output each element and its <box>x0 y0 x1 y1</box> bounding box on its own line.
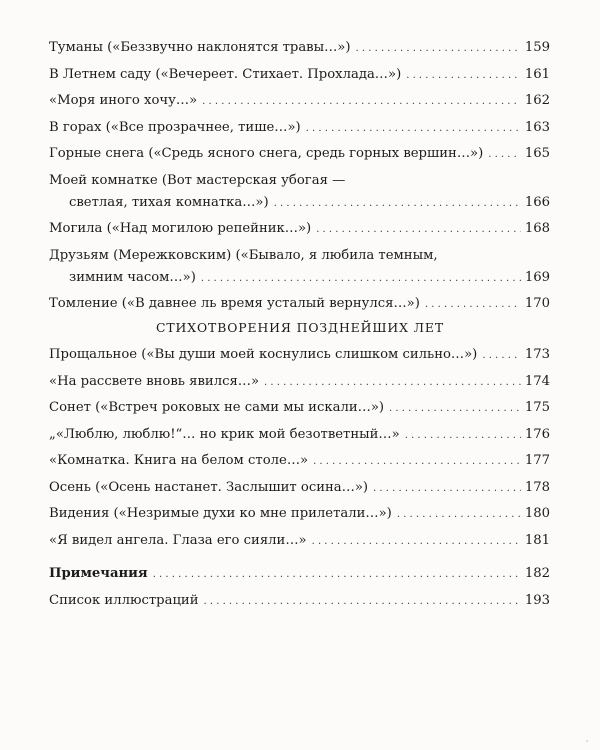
leader-dots <box>306 118 521 140</box>
toc-entry-title: Могила («Над могилою репейник…») <box>49 221 312 236</box>
toc-entry <box>49 397 550 419</box>
toc-entry-title: Примечания <box>49 566 148 581</box>
leader-dots <box>389 398 521 420</box>
leader-dots <box>153 564 521 586</box>
toc-entry-title: В горах («Все прозрачнее, тише…») <box>49 119 301 135</box>
leader-dots <box>204 591 521 613</box>
toc-entry <box>49 117 550 139</box>
toc-entry-title: Сонет («Встреч роковых не сами мы искали…») <box>49 400 385 415</box>
toc-entry-title: „«Люблю, люблю!“… но крик мой безответный…» <box>49 426 400 442</box>
toc-entry-title: «Я видел ангела. Глаза его сияли…» <box>49 532 307 548</box>
toc-entry-page: 177 <box>524 453 550 468</box>
toc-entry <box>49 477 550 499</box>
leader-dots <box>488 144 521 166</box>
toc-entry-page: 175 <box>524 400 550 415</box>
toc-entry-multiline <box>49 170 550 214</box>
toc-entry-page: 176 <box>524 426 550 442</box>
leader-dots <box>202 91 521 113</box>
toc-entry-page: 166 <box>524 194 550 210</box>
leader-dots <box>373 478 521 500</box>
toc-entry <box>49 503 550 525</box>
paper-speck <box>586 740 588 742</box>
toc-entry-page: 182 <box>524 566 550 581</box>
leader-dots <box>313 451 521 473</box>
toc-entry <box>49 344 550 366</box>
toc-back-matter <box>49 563 550 616</box>
toc-entry <box>49 590 550 612</box>
toc-list-part1 <box>49 37 550 320</box>
toc-entry-page: 174 <box>524 373 550 389</box>
toc-list-part2 <box>49 344 550 556</box>
toc-entry <box>49 424 550 446</box>
toc-entry-title-line1: Друзьям (Мережковским) («Бывало, я любила темным, <box>49 247 438 263</box>
leader-dots <box>397 504 521 526</box>
toc-entry-page: 159 <box>524 40 550 55</box>
toc-entry-title: Туманы («Беззвучно наклонятся травы…») <box>49 40 351 55</box>
leader-dots <box>316 219 521 241</box>
toc-entry-title-line2: зимним часом…») <box>69 269 196 285</box>
toc-entry-page: 181 <box>524 532 550 548</box>
leader-dots <box>274 193 521 215</box>
toc-entry-page: 168 <box>524 221 550 236</box>
toc-entry-page: 161 <box>524 66 550 82</box>
section-heading: СТИХОТВОРЕНИЯ ПОЗДНЕЙШИХ ЛЕТ <box>156 320 444 335</box>
toc-entry <box>49 450 550 472</box>
toc-entry-title: В Летнем саду («Вечереет. Стихает. Прохлада…») <box>49 66 402 82</box>
toc-entry-title: Прощальное («Вы души моей коснулись слишком сильно…») <box>49 347 478 362</box>
toc-entry-page: 180 <box>524 506 550 521</box>
leader-dots <box>425 294 521 316</box>
toc-entry-title: Осень («Осень настанет. Заслышит осина…») <box>49 479 369 495</box>
toc-entry-page: 169 <box>524 269 550 285</box>
toc-entry-title-line2: светлая, тихая комнатка…») <box>69 194 269 210</box>
leader-dots <box>264 372 521 394</box>
leader-dots <box>356 38 521 60</box>
leader-dots <box>201 268 521 290</box>
toc-entry-multiline <box>49 245 550 289</box>
toc-entry <box>49 37 550 59</box>
toc-entry <box>49 218 550 240</box>
toc-entry-title: Томление («В давнее ль время усталый вернулся…») <box>49 296 420 311</box>
toc-entry-title: Видения («Незримые духи ко мне прилетали…») <box>49 506 392 521</box>
toc-entry-page: 178 <box>524 479 550 495</box>
toc-entry-title: «На рассвете вновь явился…» <box>49 373 260 389</box>
leader-dots <box>312 531 521 553</box>
toc-entry-title: «Комнатка. Книга на белом столе…» <box>49 453 309 468</box>
toc-entry-page: 170 <box>524 296 550 311</box>
toc-entry <box>49 64 550 86</box>
toc-entry-page: 165 <box>524 146 550 161</box>
leader-dots <box>482 345 520 367</box>
toc-entry-title: «Моря иного хочу…» <box>49 93 198 108</box>
leader-dots <box>405 425 521 447</box>
leader-dots <box>406 65 521 87</box>
toc-entry <box>49 293 550 315</box>
toc-entry-title: Список иллюстраций <box>49 592 199 608</box>
toc-entry <box>49 563 550 585</box>
toc-entry <box>49 371 550 393</box>
toc-entry-page: 173 <box>524 347 550 362</box>
toc-entry-page: 162 <box>524 93 550 108</box>
toc-entry <box>49 143 550 165</box>
toc-entry <box>49 90 550 112</box>
toc-entry-title-line1: Моей комнатке (Вот мастерская убогая — <box>49 172 346 188</box>
toc-entry-title: Горные снега («Средь ясного снега, средь горных вершин…») <box>49 146 484 161</box>
toc-entry <box>49 530 550 552</box>
toc-entry-page: 193 <box>524 592 550 608</box>
toc-entry-page: 163 <box>524 119 550 135</box>
